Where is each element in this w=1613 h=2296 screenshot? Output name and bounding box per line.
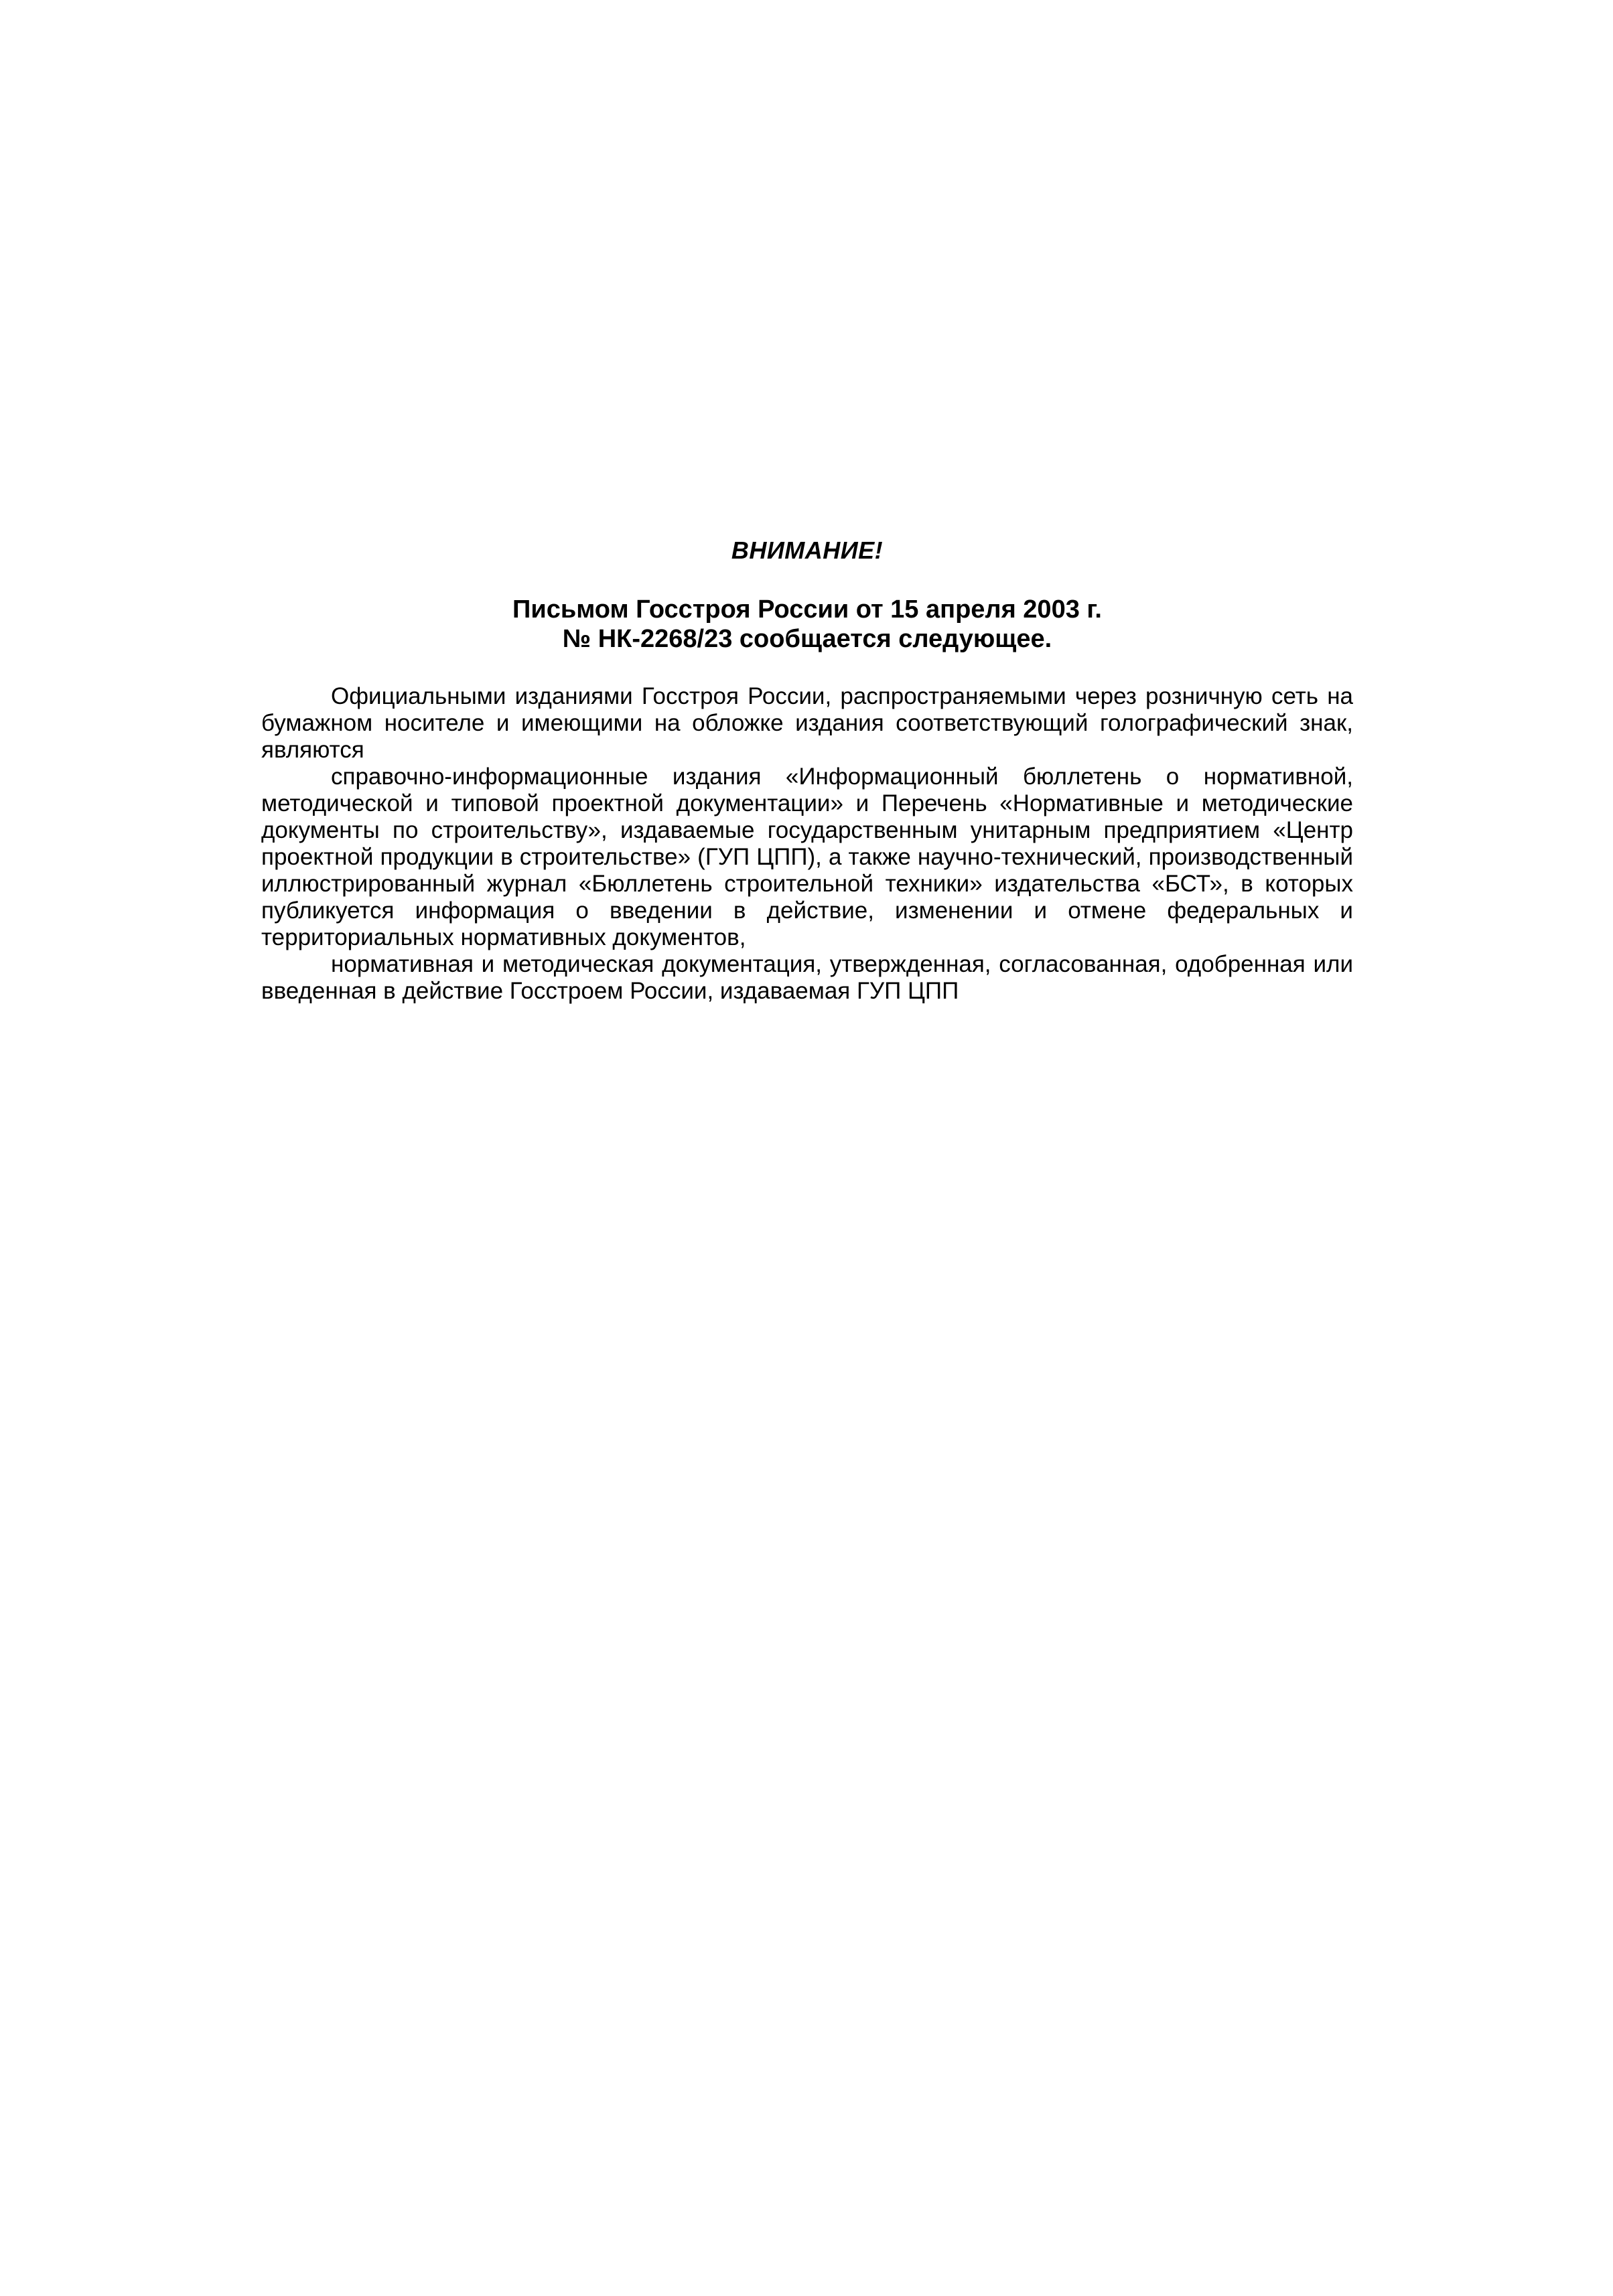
body-paragraph-2: справочно-информационные издания «Информационный бюллетень о нормативной, методической и типовой проектной документации» и Перечень «Нормативные и методические документы по строительству», издаваемые государственным унитарным предприятием «Центр проектной продукции в строительстве» (ГУП ЦПП), а также научно-технический, производственный иллюстрированный журнал «Бюллетень строительной техники» издательства «БСТ», в которых публикуется информация о введении в действие, изменении и отмене федеральных и территориальных нормативных документов,: [261, 764, 1353, 950]
notice-block: [261, 536, 1353, 1005]
body-paragraph-3: нормативная и методическая документация, утвержденная, согласованная, одобренная или введенная в действие Госстроем России, издаваемая ГУП ЦПП: [261, 951, 1353, 1004]
subheading-line-1: Письмом Госстроя России от 15 апреля 2003 г.: [512, 595, 1102, 624]
notice-body: [261, 683, 1353, 1005]
notice-heading: ВНИМАНИЕ!: [731, 536, 884, 564]
body-paragraph-1: Официальными изданиями Госстроя России, распространяемыми через розничную сеть на бумажном носителе и имеющими на обложке издания соответствующий голографический знак, являются: [261, 683, 1353, 763]
notice-subheading: [261, 595, 1353, 654]
subheading-line-2: № НК-2268/23 сообщается следующее.: [562, 625, 1052, 653]
